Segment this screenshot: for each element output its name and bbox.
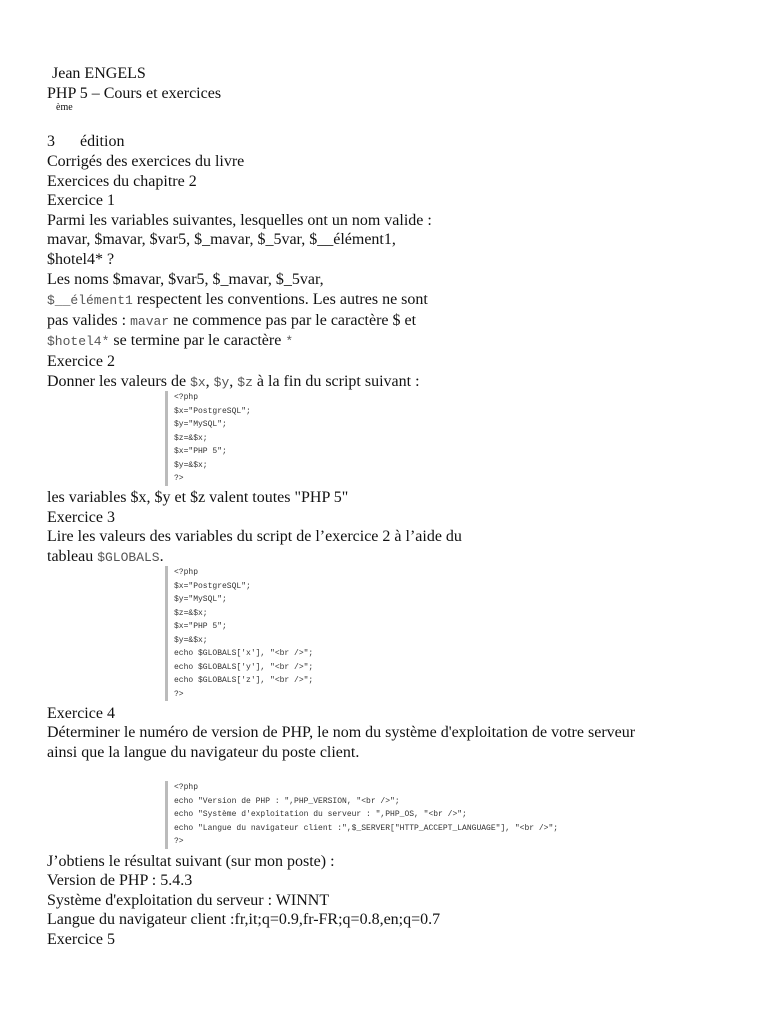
code-line: $y="MySQL"; [174, 420, 227, 429]
exercise-2-answer: les variables $x, $y et $z valent toutes "PHP 5" [47, 489, 349, 506]
code-line: echo "Système d'exploitation du serveur : ",PHP_OS, "<br />"; [174, 810, 467, 819]
exercise-1-question-line2: mavar, $mavar, $var5, $_mavar, $_5var, $__élément1, [47, 231, 396, 248]
code-line: $y=&$x; [174, 460, 208, 470]
inline-code: $z [237, 375, 253, 390]
code-line: $y="MySQL"; [174, 595, 227, 604]
code-line: $x="PHP 5"; [174, 447, 227, 456]
code-line: <?php [174, 783, 199, 792]
code-line: ?> [174, 474, 184, 483]
exercise-4-question-line2: ainsi que la langue du navigateur du poste client. [47, 744, 360, 761]
edition-word: édition [80, 133, 125, 150]
exercise-1-answer-line4 [47, 331, 293, 352]
exercise-1-answer-line2 [47, 290, 428, 311]
code-line: echo $GLOBALS['x'], "<br />"; [174, 649, 314, 658]
inline-code: $hotel4* [47, 334, 110, 349]
exercise-4-code-block [165, 781, 558, 849]
exercise-4-result-language: Langue du navigateur client :fr,it;q=0.9,fr-FR;q=0.8,en;q=0.7 [47, 911, 441, 928]
exercise-4-title: Exercice 4 [47, 705, 115, 722]
exercise-4-result-intro: J’obtiens le résultat suivant (sur mon poste) : [47, 853, 335, 870]
code-line: $y=&$x; [174, 635, 208, 645]
inline-code: $x [190, 375, 206, 390]
exercise-4-result-version: Version de PHP : 5.4.3 [47, 872, 193, 889]
exercise-5-title: Exercice 5 [47, 931, 115, 948]
code-line: $x="PHP 5"; [174, 622, 227, 631]
code-line: ?> [174, 689, 184, 699]
inline-code: $__élément1 [47, 293, 133, 308]
inline-code: * [285, 334, 294, 349]
question-text: . [159, 548, 164, 565]
exercise-3-question-line1: Lire les valeurs des variables du script de l’exercice 2 à l’aide du [47, 528, 462, 545]
exercise-1-answer-line1: Les noms $mavar, $var5, $_mavar, $_5var, [47, 271, 324, 288]
inline-code: mavar [130, 314, 170, 329]
code-line: <?php [174, 393, 199, 402]
code-line: $x="PostgreSQL"; [174, 581, 251, 591]
exercise-3-title: Exercice 3 [47, 509, 115, 526]
code-line: $z=&$x; [174, 608, 208, 618]
inline-code: $GLOBALS [97, 550, 160, 565]
question-text: , [205, 373, 214, 390]
exercise-1-answer-line3 [47, 311, 416, 332]
code-line: echo "Langue du navigateur client :",$_SERVER["HTTP_ACCEPT_LANGUAGE"], "<br />"; [174, 823, 559, 833]
question-text: tableau [47, 548, 98, 565]
code-line: echo $GLOBALS['z'], "<br />"; [174, 676, 314, 685]
author: Jean ENGELS [52, 65, 146, 82]
exercise-2-title: Exercice 2 [47, 353, 115, 370]
question-text: Donner les valeurs de [47, 373, 191, 390]
code-line: $x="PostgreSQL"; [174, 406, 251, 416]
edition-number: 3 [47, 133, 55, 150]
subtitle: Corrigés des exercices du livre [47, 153, 245, 170]
answer-text: respectent les conventions. Les autres ne sont [132, 291, 428, 308]
exercise-2-code-block [165, 391, 251, 486]
code-line: echo $GLOBALS['y'], "<br />"; [174, 662, 314, 672]
code-line: ?> [174, 837, 184, 846]
exercise-3-question-line2 [47, 547, 164, 568]
exercise-3-code-block [165, 566, 313, 701]
exercise-1-question-line3: $hotel4* ? [47, 251, 115, 268]
code-line: $z=&$x; [174, 433, 208, 443]
answer-text: se termine par le caractère [109, 332, 286, 349]
code-line: <?php [174, 568, 199, 577]
exercise-4-result-os: Système d'exploitation du serveur : WINNT [47, 892, 330, 909]
code-line: echo "Version de PHP : ",PHP_VERSION, "<br />"; [174, 796, 400, 806]
answer-text: pas valides : [47, 312, 131, 329]
exercise-1-question-line1: Parmi les variables suivantes, lesquelles ont un nom valide : [47, 212, 432, 229]
chapter-heading: Exercices du chapitre 2 [47, 173, 197, 190]
exercise-4-question-line1: Déterminer le numéro de version de PHP, le nom du système d'exploitation de votre serveur [47, 724, 636, 741]
book-title: PHP 5 – Cours et exercices [47, 85, 222, 102]
inline-code: $y [213, 375, 230, 390]
exercise-1-title: Exercice 1 [47, 192, 115, 209]
question-text: , [229, 373, 238, 390]
answer-text: ne commence pas par le caractère $ et [169, 312, 417, 329]
edition-superscript: ème [56, 102, 73, 113]
exercise-2-question [47, 372, 420, 393]
question-text: à la fin du script suivant : [252, 373, 420, 390]
